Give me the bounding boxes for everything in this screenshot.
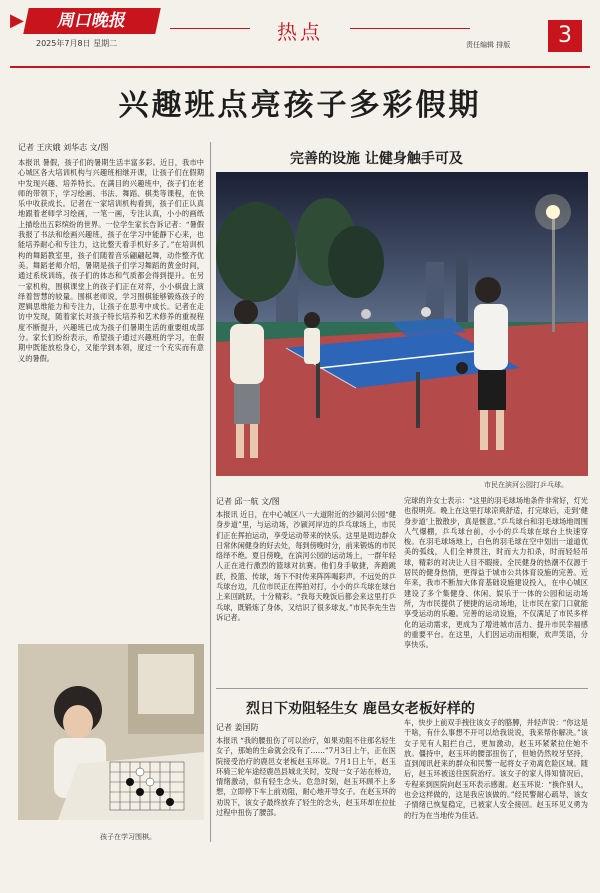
- story2-subhead: 完善的设施 让健身触手可及: [290, 151, 463, 167]
- issue-date: 2025年7月8日 星期二: [36, 39, 118, 48]
- story2-body-left: 本报讯 近日，在中心城区八一大道附近的沙颍河公园“健身步道”里，与运动场，沙颍河岸边的乒乓球场上，市民们正在挥拍运动，享受运动带来的快乐。这里是周边群众日常休闲健身的好去处，每到傍晚时分，前来锻炼的市民络绎不绝。夏日傍晚，在滨河公园的运动场上，一群年轻人正在进行激烈的篮球对抗赛。他们身手敏捷，奔跑跳跃，投篮、传球，场下不时传来阵阵喝彩声。不远处的乒乓球台边，几位市民正在挥拍对打，小小的乒乓球在球台上来回跳跃，十分精彩。“我每天晚饭后都会来这里打乒乓球，既锻炼了身体，又结识了很多球友。”市民李先生告诉记者。: [216, 510, 396, 622]
- main-headline: 兴趣班点亮孩子多彩假期: [118, 88, 482, 123]
- story3-byline: 记者 姜国防: [216, 723, 259, 732]
- story3-divider: [216, 688, 588, 689]
- section-title: 热点: [250, 16, 350, 45]
- page-number: 3: [548, 20, 582, 52]
- story3-body-right: 车，快步上前双手拽住该女子的胳膊，并轻声说：“你这是干啥，有什么事想不开可以给我说说，我来帮你解决。”该女子见有人阻拦自己，更加激动，赵玉环紧紧拉住她不放。僵持中，赵玉环的腰部扭伤了，但她仍然咬牙坚持，直到闻讯赶来的群众和民警一起将女子劝离危险区域。随后，赵玉环被送往医院治疗。该女子的家人得知情况后，专程来到医院向赵玉环表示感谢。赵玉环说：“换作别人，也会这样做的，这是我应该做的。”经民警耐心疏导，该女子情绪已恢复稳定，已被家人安全接回。赵玉环见义勇为的行为在当地传为佳话。: [404, 718, 588, 820]
- pingpong-park-illustration: [216, 172, 588, 476]
- story2-body-right: 完球的许女士表示：“这里的羽毛球场地条件非常好，灯光也很明亮。晚上在这里打球凉爽舒适，打完球后，走到‘健身步道’上散散步，真是惬意。”乒乓球台和羽毛球场地周围人气爆棚，乒乓球台前，小小的乒乓球在球台上快速穿梭。在羽毛球场地上，白色的羽毛球在空中划出一道道优美的弧线，人们全神贯注，时而大力扣杀，时而轻轻吊球，精彩的对决让人目不暇接。全民健身的热潮不仅源于居民的健身热情，更得益于城市公共体育设施的完善。近年来，我市不断加大体育基础设施建设投入，在中心城区建设了多个集健身、休闲、娱乐于一体的公园和运动场所，为市民提供了便捷的运动场地，让市民在家门口就能享受运动的乐趣。完善的运动设施，不仅满足了市民多样化的运动需求，更成为了增进城市活力、提升市民幸福感的重要平台。在这里，人们因运动而相聚，欢声笑语，分享快乐。: [404, 496, 588, 650]
- editors-credit: 责任编辑 排版: [466, 41, 511, 49]
- go-lesson-illustration: [18, 644, 204, 820]
- pingpong-photo: [216, 172, 588, 476]
- story2-byline: 记者 邱一航 文/图: [216, 497, 280, 506]
- column-divider: [210, 142, 211, 842]
- top-divider: [10, 66, 590, 68]
- story3-body-left: 本报讯 “我的腰扭伤了可以治疗，如果劝阻不住那名轻生女子，那她的生命就会没有了……”7月3日上午，正在医院接受治疗的鹿邑女老板赵玉环说。7月1日上午，赵玉环骑三轮车途经鹿邑县城北关时，发现一女子站在桥边，情绪激动，似有轻生念头。危急时刻，赵玉环顾不上多想，立即停下车上前劝阻，耐心地开导女子。在赵玉环的劝说下，该女子最终放弃了轻生的念头，赵玉环却在拉扯过程中扭伤了腰部。: [216, 736, 396, 818]
- go-lesson-photo: [18, 644, 204, 820]
- newspaper-logo: 周口晚报: [23, 8, 161, 34]
- story1-body: 本报讯 暑假，孩子们的暑期生活丰富多彩。近日，我市中心城区各大培训机构与兴趣班相继开课，让孩子们在假期中发现兴趣、培养特长。在满目的兴趣班中，孩子们在老师的带领下，学习绘画、书法、舞蹈、棋类等课程，在快乐中收获成长。记者在一家培训机构看到，孩子们正认真地跟着老师学习绘画，一笔一画，专注认真，小小的画纸上描绘出五彩缤纷的世界。一位学生家长告诉记者：“暑假我报了书法和绘画兴趣班，孩子在学习中能静下心来，也能培养耐心和专注力，这比整天看手机好多了。”在培训机构的舞蹈教室里，孩子们随着音乐翩翩起舞，动作整齐优美。舞蹈老师介绍，暑期是孩子们学习舞蹈的黄金时间，通过系统训练，孩子们的体态和气质都会得到提升。在另一家机构，围棋课堂上的孩子们正在对弈，小小棋盘上演绎着智慧的较量。围棋老师说，学习围棋能够锻炼孩子的逻辑思维能力和专注力，让孩子在思考中成长。记者在走访中发现，随着家长对孩子特长培养和艺术修养的重视程度不断提升，兴趣班已成为孩子们暑期生活的重要组成部分。家长们纷纷表示，希望孩子通过兴趣班的学习，在假期中既能放松身心，又能学到本领，度过一个充实而有意义的暑假。: [18, 158, 204, 363]
- masthead: [0, 0, 600, 66]
- logo-arrow-icon: ▶: [10, 10, 24, 31]
- go-photo-caption: 孩子在学习围棋。: [100, 833, 156, 841]
- story1-byline: 记者 王庆娥 刘华志 文/图: [18, 143, 109, 152]
- story3-headline: 烈日下劝阻轻生女 鹿邑女老板好样的: [246, 701, 475, 717]
- pingpong-photo-caption: 市民在滨河公园打乒乓球。: [484, 481, 568, 489]
